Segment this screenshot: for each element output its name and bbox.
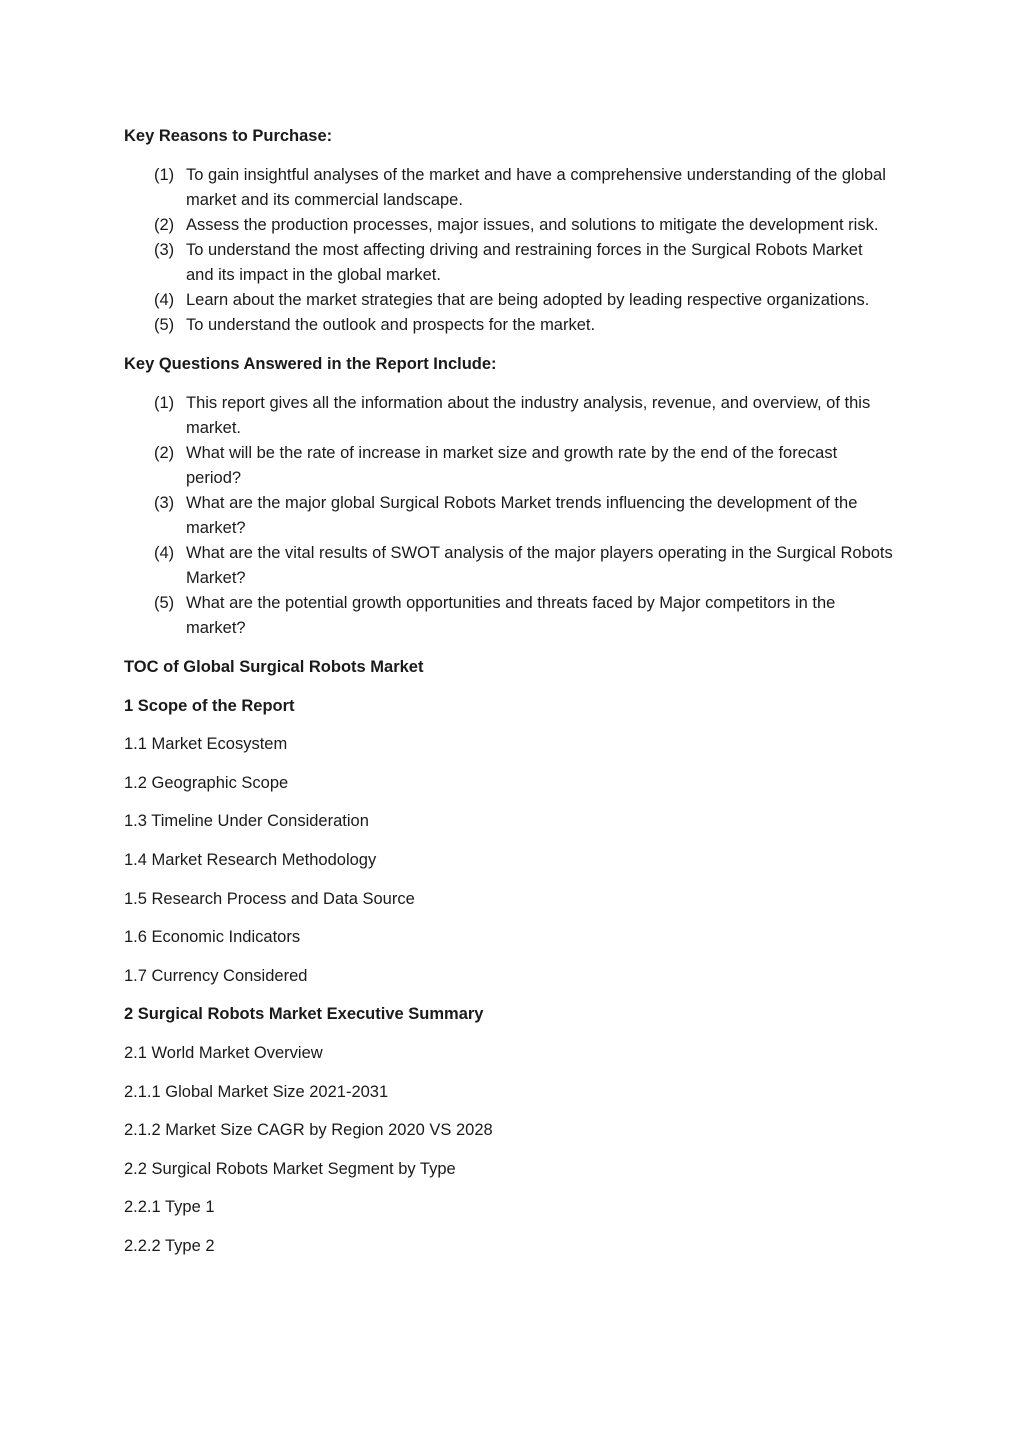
list-item <box>124 391 894 441</box>
item-number: (2) <box>154 444 175 462</box>
list-item <box>124 238 894 288</box>
list-item <box>124 441 894 491</box>
item-number: (4) <box>154 544 175 562</box>
list-item <box>124 163 894 213</box>
item-text: What will be the rate of increase in market size and growth rate by the end of the forecast period? <box>186 444 838 487</box>
item-text: Learn about the market strategies that are being adopted by leading respective organizations. <box>186 291 870 309</box>
toc-entry: 1.3 Timeline Under Consideration <box>124 812 369 831</box>
item-number: (1) <box>154 166 175 184</box>
list-item <box>124 288 894 313</box>
toc-entry: 2.1.2 Market Size CAGR by Region 2020 VS 2028 <box>124 1121 493 1140</box>
toc-entry: 1.4 Market Research Methodology <box>124 850 377 869</box>
item-number: (3) <box>154 494 175 512</box>
item-text: Assess the production processes, major issues, and solutions to mitigate the development risk. <box>186 216 879 234</box>
reasons-list <box>124 163 894 338</box>
toc-title: TOC of Global Surgical Robots Market <box>124 658 424 676</box>
item-number: (3) <box>154 241 175 259</box>
toc-entry: 1.2 Geographic Scope <box>124 773 289 792</box>
toc-entry: 2 Surgical Robots Market Executive Summary <box>124 1005 484 1024</box>
list-item <box>124 213 894 238</box>
questions-heading: Key Questions Answered in the Report Include: <box>124 355 497 373</box>
list-item <box>124 541 894 591</box>
questions-list <box>124 391 894 641</box>
item-text: To gain insightful analyses of the market and have a comprehensive understanding of the global market and its commercial landscape. <box>186 166 886 209</box>
item-number: (4) <box>154 291 175 309</box>
list-item <box>124 491 894 541</box>
item-text: To understand the most affecting driving and restraining forces in the Surgical Robots Market and its impact in the global market. <box>186 241 863 284</box>
item-text: What are the potential growth opportunities and threats faced by Major competitors in the market? <box>186 594 836 637</box>
table-of-contents <box>124 655 894 1259</box>
reasons-heading: Key Reasons to Purchase: <box>124 127 333 145</box>
document-page <box>124 124 894 1273</box>
item-number: (5) <box>154 594 175 612</box>
toc-entry: 2.2.2 Type 2 <box>124 1236 215 1255</box>
toc-entry: 1.5 Research Process and Data Source <box>124 889 415 908</box>
item-number: (1) <box>154 394 175 412</box>
item-number: (5) <box>154 316 175 334</box>
item-text: What are the major global Surgical Robots Market trends influencing the development of the market? <box>186 494 858 537</box>
list-item <box>124 591 894 641</box>
item-text: This report gives all the information about the industry analysis, revenue, and overview, of this market. <box>186 394 871 437</box>
toc-entry: 1.6 Economic Indicators <box>124 928 301 947</box>
toc-entry: 2.2.1 Type 1 <box>124 1198 215 1217</box>
toc-entry: 2.1 World Market Overview <box>124 1043 323 1062</box>
item-text: What are the vital results of SWOT analysis of the major players operating in the Surgical Robots Market? <box>186 544 893 587</box>
toc-entry: 2.2 Surgical Robots Market Segment by Type <box>124 1159 456 1178</box>
toc-entry: 2.1.1 Global Market Size 2021-2031 <box>124 1082 389 1101</box>
toc-entry: 1.1 Market Ecosystem <box>124 735 288 754</box>
toc-entry: 1.7 Currency Considered <box>124 966 308 985</box>
item-number: (2) <box>154 216 175 234</box>
list-item <box>124 313 894 338</box>
toc-entry: 1 Scope of the Report <box>124 696 295 715</box>
item-text: To understand the outlook and prospects for the market. <box>186 316 596 334</box>
